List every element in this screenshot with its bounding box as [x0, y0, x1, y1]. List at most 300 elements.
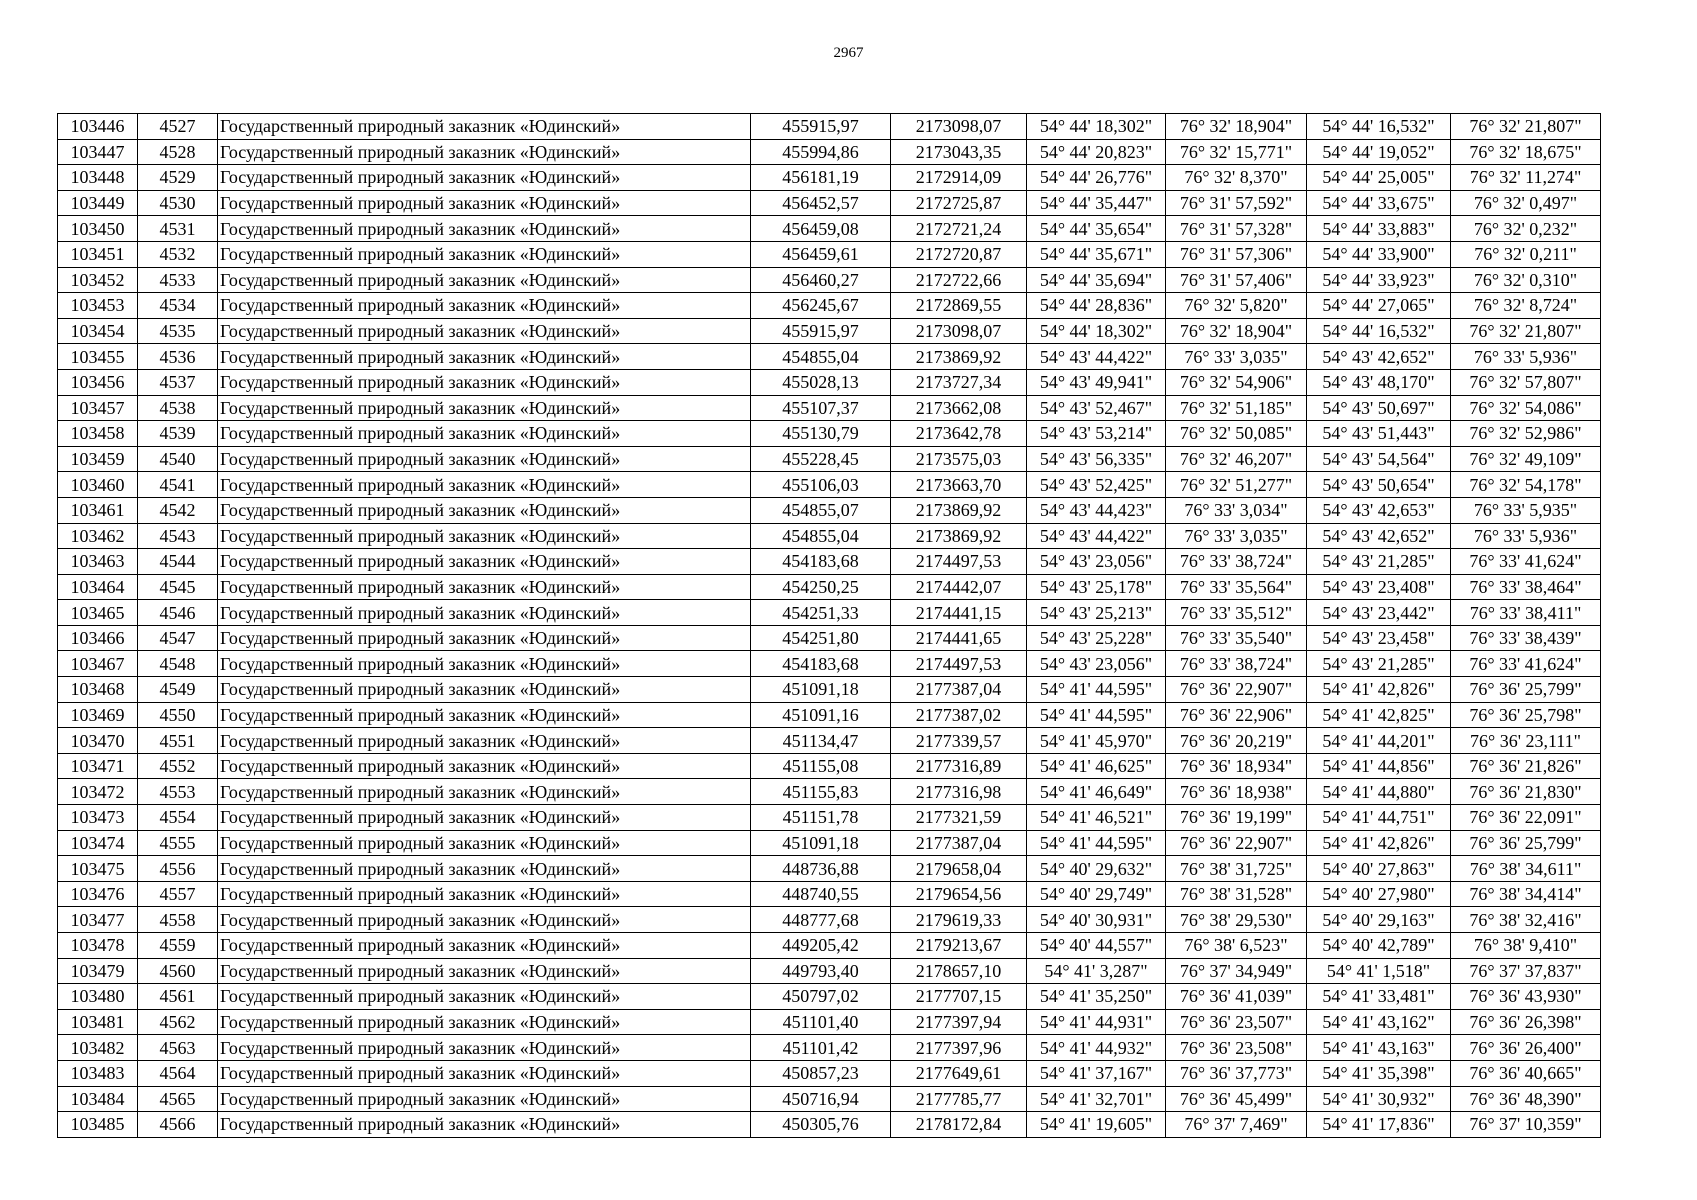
x-coordinate-cell: 454855,04: [751, 523, 891, 549]
latitude-cell: 54° 41' 46,521": [1027, 805, 1166, 831]
reserve-name-cell: Государственный природный заказник «Юдинский»: [218, 1060, 751, 1086]
point-number-cell: 4552: [138, 753, 218, 779]
longitude-cell: 76° 36' 37,773": [1166, 1060, 1307, 1086]
point-number-cell: 4535: [138, 318, 218, 344]
latitude-alt-cell: 54° 41' 33,481": [1307, 984, 1451, 1010]
y-coordinate-cell: 2172725,87: [891, 190, 1027, 216]
y-coordinate-cell: 2179619,33: [891, 907, 1027, 933]
row-number-cell: 103468: [58, 677, 138, 703]
y-coordinate-cell: 2179658,04: [891, 856, 1027, 882]
reserve-name-cell: Государственный природный заказник «Юдинский»: [218, 369, 751, 395]
row-number-cell: 103452: [58, 267, 138, 293]
point-number-cell: 4547: [138, 625, 218, 651]
x-coordinate-cell: 451091,16: [751, 702, 891, 728]
point-number-cell: 4561: [138, 984, 218, 1010]
latitude-cell: 54° 43' 44,423": [1027, 497, 1166, 523]
longitude-cell: 76° 36' 22,907": [1166, 677, 1307, 703]
table-row: [58, 114, 1601, 140]
reserve-name-cell: Государственный природный заказник «Юдинский»: [218, 677, 751, 703]
longitude-cell: 76° 32' 50,085": [1166, 421, 1307, 447]
longitude-cell: 76° 36' 20,219": [1166, 728, 1307, 754]
point-number-cell: 4557: [138, 881, 218, 907]
latitude-cell: 54° 43' 25,228": [1027, 625, 1166, 651]
y-coordinate-cell: 2177387,04: [891, 677, 1027, 703]
row-number-cell: 103450: [58, 216, 138, 242]
latitude-cell: 54° 41' 19,605": [1027, 1112, 1166, 1138]
reserve-name-cell: Государственный природный заказник «Юдинский»: [218, 651, 751, 677]
point-number-cell: 4560: [138, 958, 218, 984]
reserve-name-cell: Государственный природный заказник «Юдинский»: [218, 600, 751, 626]
row-number-cell: 103482: [58, 1035, 138, 1061]
y-coordinate-cell: 2174497,53: [891, 651, 1027, 677]
latitude-cell: 54° 44' 35,654": [1027, 216, 1166, 242]
y-coordinate-cell: 2177707,15: [891, 984, 1027, 1010]
reserve-name-cell: Государственный природный заказник «Юдинский»: [218, 1009, 751, 1035]
y-coordinate-cell: 2173642,78: [891, 421, 1027, 447]
longitude-alt-cell: 76° 33' 5,936": [1451, 523, 1601, 549]
table-row: [58, 421, 1601, 447]
reserve-name-cell: Государственный природный заказник «Юдинский»: [218, 907, 751, 933]
table-row: [58, 600, 1601, 626]
row-number-cell: 103451: [58, 241, 138, 267]
x-coordinate-cell: 456181,19: [751, 165, 891, 191]
reserve-name-cell: Государственный природный заказник «Юдинский»: [218, 318, 751, 344]
reserve-name-cell: Государственный природный заказник «Юдинский»: [218, 165, 751, 191]
x-coordinate-cell: 450305,76: [751, 1112, 891, 1138]
row-number-cell: 103460: [58, 472, 138, 498]
latitude-cell: 54° 44' 18,302": [1027, 114, 1166, 140]
latitude-alt-cell: 54° 43' 21,285": [1307, 651, 1451, 677]
longitude-alt-cell: 76° 32' 0,232": [1451, 216, 1601, 242]
longitude-cell: 76° 36' 18,934": [1166, 753, 1307, 779]
point-number-cell: 4554: [138, 805, 218, 831]
row-number-cell: 103459: [58, 446, 138, 472]
latitude-cell: 54° 43' 25,178": [1027, 574, 1166, 600]
y-coordinate-cell: 2178172,84: [891, 1112, 1027, 1138]
latitude-cell: 54° 43' 23,056": [1027, 651, 1166, 677]
y-coordinate-cell: 2173098,07: [891, 114, 1027, 140]
latitude-alt-cell: 54° 41' 42,825": [1307, 702, 1451, 728]
longitude-cell: 76° 37' 7,469": [1166, 1112, 1307, 1138]
x-coordinate-cell: 455915,97: [751, 114, 891, 140]
latitude-alt-cell: 54° 41' 17,836": [1307, 1112, 1451, 1138]
row-number-cell: 103479: [58, 958, 138, 984]
latitude-alt-cell: 54° 44' 33,883": [1307, 216, 1451, 242]
latitude-cell: 54° 43' 44,422": [1027, 523, 1166, 549]
table-row: [58, 472, 1601, 498]
x-coordinate-cell: 450857,23: [751, 1060, 891, 1086]
longitude-cell: 76° 33' 3,034": [1166, 497, 1307, 523]
latitude-alt-cell: 54° 41' 43,162": [1307, 1009, 1451, 1035]
row-number-cell: 103455: [58, 344, 138, 370]
row-number-cell: 103461: [58, 497, 138, 523]
x-coordinate-cell: 456460,27: [751, 267, 891, 293]
longitude-cell: 76° 38' 29,530": [1166, 907, 1307, 933]
latitude-cell: 54° 44' 18,302": [1027, 318, 1166, 344]
y-coordinate-cell: 2174497,53: [891, 549, 1027, 575]
y-coordinate-cell: 2173869,92: [891, 497, 1027, 523]
longitude-cell: 76° 33' 3,035": [1166, 344, 1307, 370]
point-number-cell: 4565: [138, 1086, 218, 1112]
reserve-name-cell: Государственный природный заказник «Юдинский»: [218, 625, 751, 651]
latitude-alt-cell: 54° 41' 44,856": [1307, 753, 1451, 779]
y-coordinate-cell: 2177649,61: [891, 1060, 1027, 1086]
latitude-alt-cell: 54° 41' 44,880": [1307, 779, 1451, 805]
longitude-cell: 76° 36' 23,507": [1166, 1009, 1307, 1035]
longitude-alt-cell: 76° 38' 32,416": [1451, 907, 1601, 933]
y-coordinate-cell: 2172721,24: [891, 216, 1027, 242]
row-number-cell: 103466: [58, 625, 138, 651]
row-number-cell: 103464: [58, 574, 138, 600]
row-number-cell: 103485: [58, 1112, 138, 1138]
row-number-cell: 103454: [58, 318, 138, 344]
y-coordinate-cell: 2172869,55: [891, 293, 1027, 319]
x-coordinate-cell: 455107,37: [751, 395, 891, 421]
point-number-cell: 4544: [138, 549, 218, 575]
longitude-cell: 76° 33' 38,724": [1166, 549, 1307, 575]
longitude-alt-cell: 76° 36' 26,398": [1451, 1009, 1601, 1035]
reserve-name-cell: Государственный природный заказник «Юдинский»: [218, 549, 751, 575]
longitude-alt-cell: 76° 33' 38,439": [1451, 625, 1601, 651]
longitude-alt-cell: 76° 32' 0,497": [1451, 190, 1601, 216]
row-number-cell: 103477: [58, 907, 138, 933]
latitude-alt-cell: 54° 43' 21,285": [1307, 549, 1451, 575]
x-coordinate-cell: 454855,07: [751, 497, 891, 523]
latitude-alt-cell: 54° 43' 42,653": [1307, 497, 1451, 523]
latitude-cell: 54° 40' 29,749": [1027, 881, 1166, 907]
reserve-name-cell: Государственный природный заказник «Юдинский»: [218, 805, 751, 831]
longitude-cell: 76° 32' 54,906": [1166, 369, 1307, 395]
table-row: [58, 907, 1601, 933]
latitude-alt-cell: 54° 41' 1,518": [1307, 958, 1451, 984]
table-row: [58, 1060, 1601, 1086]
x-coordinate-cell: 448777,68: [751, 907, 891, 933]
row-number-cell: 103475: [58, 856, 138, 882]
latitude-alt-cell: 54° 43' 50,697": [1307, 395, 1451, 421]
reserve-name-cell: Государственный природный заказник «Юдинский»: [218, 216, 751, 242]
reserve-name-cell: Государственный природный заказник «Юдинский»: [218, 702, 751, 728]
longitude-cell: 76° 36' 22,907": [1166, 830, 1307, 856]
reserve-name-cell: Государственный природный заказник «Юдинский»: [218, 753, 751, 779]
table-row: [58, 241, 1601, 267]
longitude-cell: 76° 31' 57,406": [1166, 267, 1307, 293]
reserve-name-cell: Государственный природный заказник «Юдинский»: [218, 779, 751, 805]
longitude-alt-cell: 76° 33' 41,624": [1451, 549, 1601, 575]
reserve-name-cell: Государственный природный заказник «Юдинский»: [218, 933, 751, 959]
reserve-name-cell: Государственный природный заказник «Юдинский»: [218, 1035, 751, 1061]
table-row: [58, 216, 1601, 242]
longitude-cell: 76° 32' 46,207": [1166, 446, 1307, 472]
row-number-cell: 103453: [58, 293, 138, 319]
table-row: [58, 651, 1601, 677]
longitude-cell: 76° 36' 45,499": [1166, 1086, 1307, 1112]
reserve-name-cell: Государственный природный заказник «Юдинский»: [218, 728, 751, 754]
latitude-cell: 54° 43' 44,422": [1027, 344, 1166, 370]
reserve-name-cell: Государственный природный заказник «Юдинский»: [218, 446, 751, 472]
latitude-cell: 54° 44' 26,776": [1027, 165, 1166, 191]
latitude-alt-cell: 54° 43' 42,652": [1307, 344, 1451, 370]
table-row: [58, 446, 1601, 472]
longitude-cell: 76° 32' 18,904": [1166, 114, 1307, 140]
point-number-cell: 4545: [138, 574, 218, 600]
latitude-alt-cell: 54° 41' 35,398": [1307, 1060, 1451, 1086]
table-row: [58, 1086, 1601, 1112]
row-number-cell: 103458: [58, 421, 138, 447]
x-coordinate-cell: 456245,67: [751, 293, 891, 319]
latitude-alt-cell: 54° 44' 33,675": [1307, 190, 1451, 216]
reserve-name-cell: Государственный природный заказник «Юдинский»: [218, 114, 751, 140]
longitude-alt-cell: 76° 38' 34,611": [1451, 856, 1601, 882]
row-number-cell: 103465: [58, 600, 138, 626]
table-row: [58, 677, 1601, 703]
point-number-cell: 4540: [138, 446, 218, 472]
latitude-cell: 54° 44' 35,447": [1027, 190, 1166, 216]
point-number-cell: 4536: [138, 344, 218, 370]
latitude-alt-cell: 54° 41' 42,826": [1307, 677, 1451, 703]
longitude-cell: 76° 36' 41,039": [1166, 984, 1307, 1010]
longitude-cell: 76° 33' 38,724": [1166, 651, 1307, 677]
row-number-cell: 103484: [58, 1086, 138, 1112]
latitude-alt-cell: 54° 43' 48,170": [1307, 369, 1451, 395]
row-number-cell: 103448: [58, 165, 138, 191]
longitude-alt-cell: 76° 36' 25,798": [1451, 702, 1601, 728]
latitude-cell: 54° 40' 29,632": [1027, 856, 1166, 882]
longitude-alt-cell: 76° 32' 57,807": [1451, 369, 1601, 395]
latitude-cell: 54° 43' 52,467": [1027, 395, 1166, 421]
x-coordinate-cell: 455130,79: [751, 421, 891, 447]
latitude-cell: 54° 41' 44,595": [1027, 830, 1166, 856]
x-coordinate-cell: 451155,83: [751, 779, 891, 805]
latitude-cell: 54° 44' 35,671": [1027, 241, 1166, 267]
point-number-cell: 4558: [138, 907, 218, 933]
longitude-alt-cell: 76° 36' 21,826": [1451, 753, 1601, 779]
latitude-cell: 54° 41' 44,595": [1027, 702, 1166, 728]
latitude-alt-cell: 54° 43' 23,408": [1307, 574, 1451, 600]
x-coordinate-cell: 456459,61: [751, 241, 891, 267]
longitude-cell: 76° 33' 3,035": [1166, 523, 1307, 549]
row-number-cell: 103463: [58, 549, 138, 575]
y-coordinate-cell: 2177397,94: [891, 1009, 1027, 1035]
longitude-cell: 76° 32' 18,904": [1166, 318, 1307, 344]
x-coordinate-cell: 448740,55: [751, 881, 891, 907]
y-coordinate-cell: 2173098,07: [891, 318, 1027, 344]
longitude-cell: 76° 36' 23,508": [1166, 1035, 1307, 1061]
longitude-alt-cell: 76° 36' 23,111": [1451, 728, 1601, 754]
latitude-cell: 54° 40' 30,931": [1027, 907, 1166, 933]
latitude-cell: 54° 41' 37,167": [1027, 1060, 1166, 1086]
longitude-alt-cell: 76° 32' 21,807": [1451, 318, 1601, 344]
latitude-cell: 54° 43' 53,214": [1027, 421, 1166, 447]
longitude-alt-cell: 76° 33' 38,411": [1451, 600, 1601, 626]
longitude-cell: 76° 33' 35,540": [1166, 625, 1307, 651]
longitude-alt-cell: 76° 38' 34,414": [1451, 881, 1601, 907]
point-number-cell: 4546: [138, 600, 218, 626]
table-row: [58, 395, 1601, 421]
x-coordinate-cell: 449793,40: [751, 958, 891, 984]
table-row: [58, 625, 1601, 651]
table-row: [58, 830, 1601, 856]
latitude-alt-cell: 54° 41' 30,932": [1307, 1086, 1451, 1112]
longitude-alt-cell: 76° 32' 21,807": [1451, 114, 1601, 140]
table-row: [58, 165, 1601, 191]
y-coordinate-cell: 2178657,10: [891, 958, 1027, 984]
row-number-cell: 103480: [58, 984, 138, 1010]
table-row: [58, 190, 1601, 216]
row-number-cell: 103447: [58, 139, 138, 165]
longitude-cell: 76° 38' 31,725": [1166, 856, 1307, 882]
reserve-name-cell: Государственный природный заказник «Юдинский»: [218, 830, 751, 856]
row-number-cell: 103446: [58, 114, 138, 140]
longitude-alt-cell: 76° 36' 25,799": [1451, 677, 1601, 703]
point-number-cell: 4548: [138, 651, 218, 677]
longitude-alt-cell: 76° 32' 54,178": [1451, 472, 1601, 498]
point-number-cell: 4530: [138, 190, 218, 216]
table-row: [58, 369, 1601, 395]
point-number-cell: 4564: [138, 1060, 218, 1086]
longitude-alt-cell: 76° 32' 52,986": [1451, 421, 1601, 447]
row-number-cell: 103476: [58, 881, 138, 907]
latitude-cell: 54° 41' 3,287": [1027, 958, 1166, 984]
x-coordinate-cell: 450716,94: [751, 1086, 891, 1112]
latitude-cell: 54° 44' 28,836": [1027, 293, 1166, 319]
y-coordinate-cell: 2177387,04: [891, 830, 1027, 856]
x-coordinate-cell: 455228,45: [751, 446, 891, 472]
table-row: [58, 497, 1601, 523]
y-coordinate-cell: 2172720,87: [891, 241, 1027, 267]
latitude-alt-cell: 54° 44' 33,900": [1307, 241, 1451, 267]
y-coordinate-cell: 2173869,92: [891, 344, 1027, 370]
latitude-cell: 54° 41' 35,250": [1027, 984, 1166, 1010]
point-number-cell: 4534: [138, 293, 218, 319]
reserve-name-cell: Государственный природный заказник «Юдинский»: [218, 1086, 751, 1112]
point-number-cell: 4527: [138, 114, 218, 140]
latitude-cell: 54° 44' 35,694": [1027, 267, 1166, 293]
y-coordinate-cell: 2177316,98: [891, 779, 1027, 805]
latitude-alt-cell: 54° 40' 27,863": [1307, 856, 1451, 882]
point-number-cell: 4553: [138, 779, 218, 805]
row-number-cell: 103481: [58, 1009, 138, 1035]
latitude-alt-cell: 54° 41' 43,163": [1307, 1035, 1451, 1061]
longitude-alt-cell: 76° 36' 21,830": [1451, 779, 1601, 805]
latitude-alt-cell: 54° 40' 27,980": [1307, 881, 1451, 907]
latitude-cell: 54° 43' 56,335": [1027, 446, 1166, 472]
longitude-alt-cell: 76° 36' 25,799": [1451, 830, 1601, 856]
point-number-cell: 4549: [138, 677, 218, 703]
reserve-name-cell: Государственный природный заказник «Юдинский»: [218, 395, 751, 421]
reserve-name-cell: Государственный природный заказник «Юдинский»: [218, 267, 751, 293]
longitude-alt-cell: 76° 33' 38,464": [1451, 574, 1601, 600]
reserve-name-cell: Государственный природный заказник «Юдинский»: [218, 472, 751, 498]
x-coordinate-cell: 451155,08: [751, 753, 891, 779]
x-coordinate-cell: 451091,18: [751, 830, 891, 856]
table-row: [58, 293, 1601, 319]
x-coordinate-cell: 456452,57: [751, 190, 891, 216]
table-row: [58, 728, 1601, 754]
table-row: [58, 881, 1601, 907]
point-number-cell: 4539: [138, 421, 218, 447]
x-coordinate-cell: 454251,80: [751, 625, 891, 651]
table-row: [58, 549, 1601, 575]
longitude-alt-cell: 76° 33' 5,936": [1451, 344, 1601, 370]
row-number-cell: 103462: [58, 523, 138, 549]
longitude-cell: 76° 33' 35,512": [1166, 600, 1307, 626]
coordinates-table: [57, 113, 1601, 1138]
latitude-alt-cell: 54° 44' 27,065": [1307, 293, 1451, 319]
table-row: [58, 933, 1601, 959]
point-number-cell: 4542: [138, 497, 218, 523]
reserve-name-cell: Государственный природный заказник «Юдинский»: [218, 241, 751, 267]
y-coordinate-cell: 2177785,77: [891, 1086, 1027, 1112]
reserve-name-cell: Государственный природный заказник «Юдинский»: [218, 497, 751, 523]
y-coordinate-cell: 2177321,59: [891, 805, 1027, 831]
y-coordinate-cell: 2174442,07: [891, 574, 1027, 600]
y-coordinate-cell: 2177316,89: [891, 753, 1027, 779]
point-number-cell: 4541: [138, 472, 218, 498]
table-row: [58, 267, 1601, 293]
x-coordinate-cell: 454250,25: [751, 574, 891, 600]
y-coordinate-cell: 2177387,02: [891, 702, 1027, 728]
x-coordinate-cell: 455994,86: [751, 139, 891, 165]
longitude-cell: 76° 31' 57,328": [1166, 216, 1307, 242]
longitude-alt-cell: 76° 33' 5,935": [1451, 497, 1601, 523]
y-coordinate-cell: 2179654,56: [891, 881, 1027, 907]
latitude-alt-cell: 54° 44' 33,923": [1307, 267, 1451, 293]
y-coordinate-cell: 2172722,66: [891, 267, 1027, 293]
table-body: [58, 114, 1601, 1138]
latitude-alt-cell: 54° 44' 19,052": [1307, 139, 1451, 165]
latitude-alt-cell: 54° 41' 44,201": [1307, 728, 1451, 754]
table-row: [58, 523, 1601, 549]
y-coordinate-cell: 2177397,96: [891, 1035, 1027, 1061]
y-coordinate-cell: 2174441,65: [891, 625, 1027, 651]
table-row: [58, 1035, 1601, 1061]
latitude-cell: 54° 43' 25,213": [1027, 600, 1166, 626]
latitude-alt-cell: 54° 43' 51,443": [1307, 421, 1451, 447]
reserve-name-cell: Государственный природный заказник «Юдинский»: [218, 856, 751, 882]
latitude-cell: 54° 41' 46,649": [1027, 779, 1166, 805]
longitude-alt-cell: 76° 37' 37,837": [1451, 958, 1601, 984]
row-number-cell: 103471: [58, 753, 138, 779]
latitude-cell: 54° 41' 44,595": [1027, 677, 1166, 703]
table-row: [58, 856, 1601, 882]
latitude-cell: 54° 43' 49,941": [1027, 369, 1166, 395]
y-coordinate-cell: 2173663,70: [891, 472, 1027, 498]
row-number-cell: 103469: [58, 702, 138, 728]
x-coordinate-cell: 450797,02: [751, 984, 891, 1010]
table-row: [58, 753, 1601, 779]
reserve-name-cell: Государственный природный заказник «Юдинский»: [218, 293, 751, 319]
x-coordinate-cell: 451101,42: [751, 1035, 891, 1061]
reserve-name-cell: Государственный природный заказник «Юдинский»: [218, 421, 751, 447]
reserve-name-cell: Государственный природный заказник «Юдинский»: [218, 574, 751, 600]
row-number-cell: 103456: [58, 369, 138, 395]
row-number-cell: 103467: [58, 651, 138, 677]
point-number-cell: 4563: [138, 1035, 218, 1061]
longitude-alt-cell: 76° 32' 54,086": [1451, 395, 1601, 421]
reserve-name-cell: Государственный природный заказник «Юдинский»: [218, 881, 751, 907]
longitude-cell: 76° 31' 57,592": [1166, 190, 1307, 216]
point-number-cell: 4531: [138, 216, 218, 242]
longitude-alt-cell: 76° 36' 22,091": [1451, 805, 1601, 831]
point-number-cell: 4533: [138, 267, 218, 293]
reserve-name-cell: Государственный природный заказник «Юдинский»: [218, 984, 751, 1010]
longitude-cell: 76° 38' 6,523": [1166, 933, 1307, 959]
point-number-cell: 4550: [138, 702, 218, 728]
point-number-cell: 4543: [138, 523, 218, 549]
longitude-cell: 76° 36' 19,199": [1166, 805, 1307, 831]
point-number-cell: 4537: [138, 369, 218, 395]
longitude-alt-cell: 76° 32' 0,310": [1451, 267, 1601, 293]
